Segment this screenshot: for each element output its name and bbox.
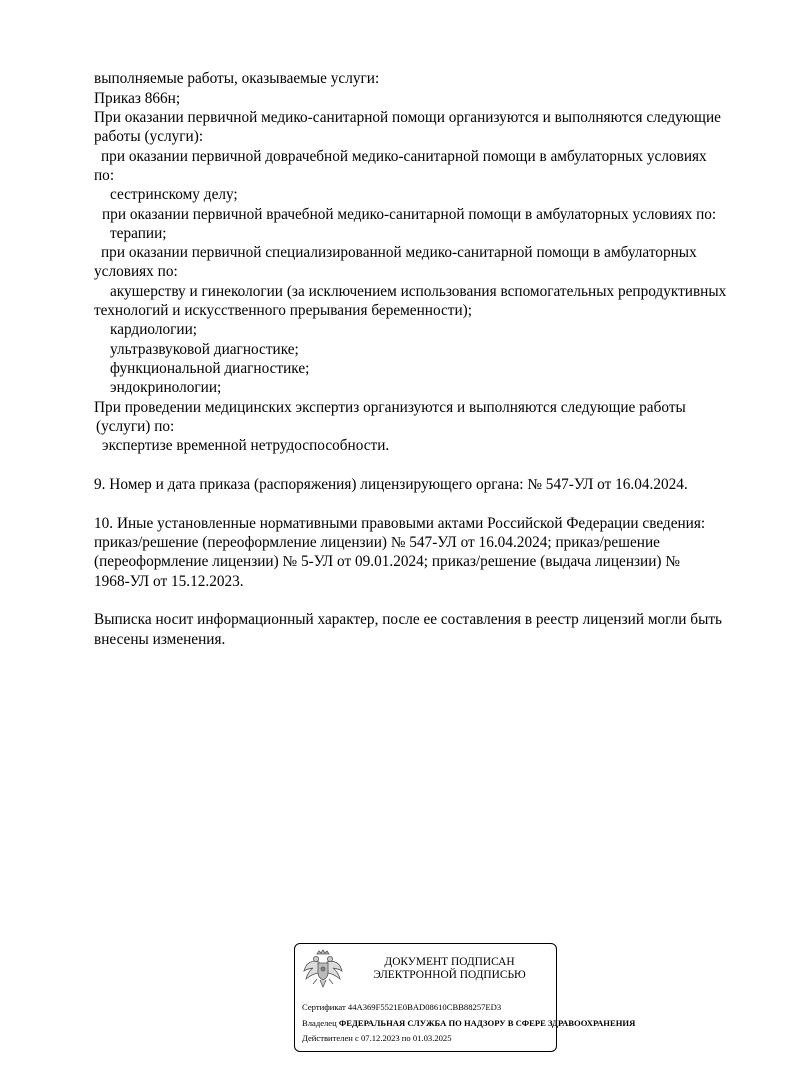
text-line: по: — [94, 167, 115, 184]
stamp-certificate: Сертификат 44A369F5521E0BAD08610CBB88257ED3 — [302, 1002, 502, 1012]
text-line: ультразвуковой диагностике; — [110, 341, 299, 358]
text-line: терапии; — [110, 225, 167, 242]
text-line: При оказании первичной медико-санитарной помощи организуются и выполняются следующие — [94, 109, 721, 126]
text-line: технологий и искусственного прерывания беременности); — [94, 302, 473, 319]
text-line: работы (услуги): — [94, 128, 204, 145]
text-line: кардиологии; — [110, 321, 198, 338]
text-line: Приказ 866н; — [94, 90, 181, 107]
text-line: при оказании первичной специализированной медико-санитарной помощи в амбулаторных — [101, 244, 697, 261]
stamp-owner-label: Владелец — [302, 1018, 337, 1028]
text-line: эндокринологии; — [110, 379, 222, 396]
text-line: При проведении медицинских экспертиз организуются и выполняются следующие работы — [94, 399, 686, 416]
text-line: 10. Иные установленные нормативными правовыми актами Российской Федерации сведения: — [94, 515, 706, 532]
text-line: внесены изменения. — [94, 631, 226, 648]
text-line: экспертизе временной нетрудоспособности. — [102, 437, 390, 454]
text-line: сестринскому делу; — [110, 186, 238, 203]
text-line: Выписка носит информационный характер, после ее составления в реестр лицензий могли быть — [94, 611, 723, 628]
text-line: при оказании первичной врачебной медико-санитарной помощи в амбулаторных условиях по: — [102, 206, 717, 223]
stamp-owner-value: ФЕДЕРАЛЬНАЯ СЛУЖБА ПО НАДЗОРУ В СФЕРЕ ЗДРАВООХРАНЕНИЯ — [338, 1018, 636, 1028]
russian-coat-of-arms-icon — [303, 949, 343, 991]
text-line: акушерству и гинекологии (за исключением использования вспомогательных репродуктивных — [110, 283, 727, 300]
stamp-owner — [302, 1018, 635, 1028]
text-line: при оказании первичной доврачебной медико-санитарной помощи в амбулаторных условиях — [101, 148, 707, 165]
stamp-title-line2: ЭЛЕКТРОННОЙ ПОДПИСЬЮ — [373, 969, 526, 981]
text-line: (переоформление лицензии) № 5-УЛ от 09.01.2024; приказ/решение (выдача лицензии) № — [94, 553, 680, 570]
stamp-validity: Действителен с 07.12.2023 по 01.03.2025 — [302, 1033, 452, 1043]
text-line: 1968-УЛ от 15.12.2023. — [94, 573, 244, 590]
text-line: (услуги) по: — [96, 418, 175, 435]
stamp-title-line1: ДОКУМЕНТ ПОДПИСАН — [384, 956, 515, 968]
text-line: условиях по: — [94, 263, 178, 280]
text-line: функциональной диагностике; — [110, 360, 310, 377]
electronic-signature-stamp — [294, 943, 636, 1052]
text-line: приказ/решение (переоформление лицензии) № 547-УЛ от 16.04.2024; приказ/решение — [94, 534, 660, 551]
order-number-line: 9. Номер и дата приказа (распоряжения) лицензирующего органа: № 547-УЛ от 16.04.2024. — [94, 476, 688, 493]
text-line: выполняемые работы, оказываемые услуги: — [94, 70, 380, 87]
